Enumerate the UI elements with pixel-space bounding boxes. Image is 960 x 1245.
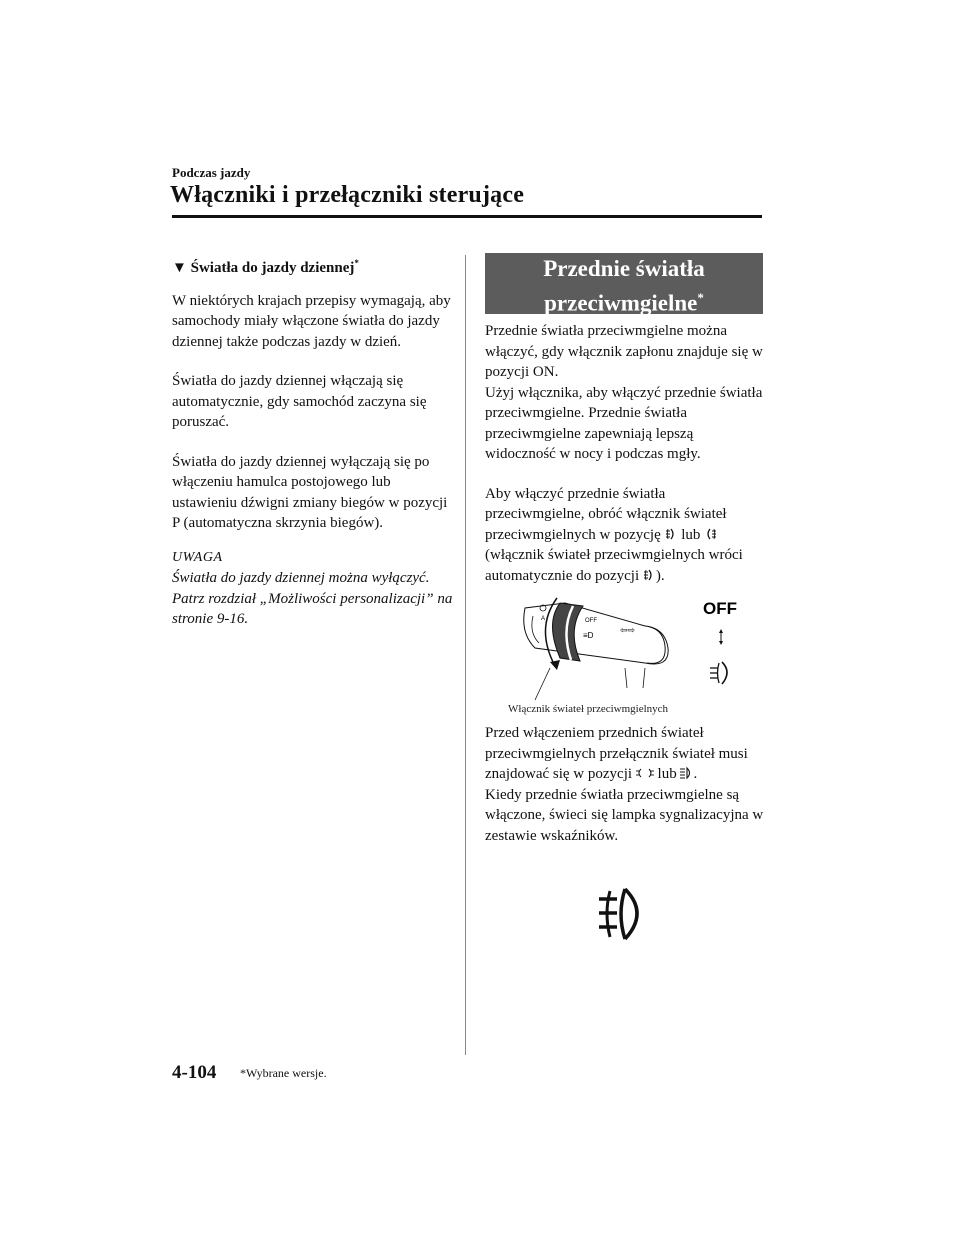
left-column [172,253,457,630]
column-divider [465,255,466,1055]
switch-label: ≡D [583,631,594,640]
text-run: lub [657,766,677,782]
page-number: 4-104 [172,1062,217,1083]
text-run: (włącznik świateł przeciwmgielnych wróci automatycznie do pozycji [485,547,743,584]
footnote: *Wybrane wersje. [240,1066,327,1080]
heading-line-2-text: przeciwmgielne [544,290,698,316]
section-heading-box [485,253,763,314]
triangle-marker-icon: ▼ [172,260,187,276]
right-column-top [485,321,765,605]
right-column-bottom [485,723,765,846]
page-title: Włączniki i przełączniki sterujące [170,182,525,208]
paragraph: Przednie światła przeciwmgielne można włączyć, gdy włącznik zapłonu znajduje się w pozycji ON. [485,323,763,380]
text-run: Aby włączyć przednie światła przeciwmgielne, obróć włącznik świateł przeciwmgielnych w pozycję [485,485,727,543]
paragraph [485,723,765,785]
fog-switch-illustration [505,588,760,718]
text-run: lub [681,526,701,543]
off-label: OFF [703,599,737,618]
paragraph: Światła do jazdy dziennej włączają się automatycznie, gdy samochód zaczyna się poruszać. [172,373,427,430]
paragraph: W niektórych krajach przepisy wymagają, aby samochody miały włączone światła do jazdy dziennej także podczas jazdy w dzień. [172,292,451,350]
fog-light-icon [665,526,678,542]
paragraph: Użyj włącznika, aby włączyć przednie światła przeciwmgielne. Przednie światła przeciwmgielne zapewniają lepszą widoczność w nocy i podczas mgły. [485,384,763,462]
paragraph [485,484,765,587]
switch-label: A [541,616,546,622]
heading-line-2 [485,283,763,318]
text-run: . [693,766,698,782]
title-rule [172,215,762,218]
fog-light-icon [710,662,727,684]
paragraph: Światła do jazdy dziennej wyłączają się po włączeniu hamulca postojowego lub ustawieniu dźwigni zmiany biegów w pozycji P (automatyczna skrzynia biegów). [172,453,448,531]
switch-label: ⇦⇨ [620,625,636,635]
note-text: Światła do jazdy dziennej można wyłączyć. Patrz rozdział „Możliwości personalizacji” na stronie 9-16. [172,570,453,627]
headlight-icon [680,765,693,781]
text-run: ). [655,567,665,584]
figure-caption: Włącznik świateł przeciwmgielnych [508,703,669,715]
heading-asterisk: * [697,290,704,305]
subhead-asterisk: * [354,258,359,268]
text-run: Przed włączeniem przednich świateł przeciwmgielnych przełącznik świateł musi znajdować się w pozycji [485,725,748,782]
parking-lights-icon [636,765,654,781]
fog-light-icon [643,567,656,583]
paragraph: Kiedy przednie światła przeciwmgielne są włączone, świeci się lampka sygnalizacyjna w zestawie wskaźników. [485,786,764,844]
fog-indicator-icon [595,885,657,945]
subhead-text: Światła do jazdy dziennej [190,260,355,276]
subhead-daytime-lights [172,253,457,279]
rear-fog-icon [704,526,717,542]
note-title: UWAGA [172,549,223,565]
section-label: Podczas jazdy [172,165,251,180]
heading-line-1: Przednie światła [543,256,705,281]
switch-label: OFF [585,618,597,624]
